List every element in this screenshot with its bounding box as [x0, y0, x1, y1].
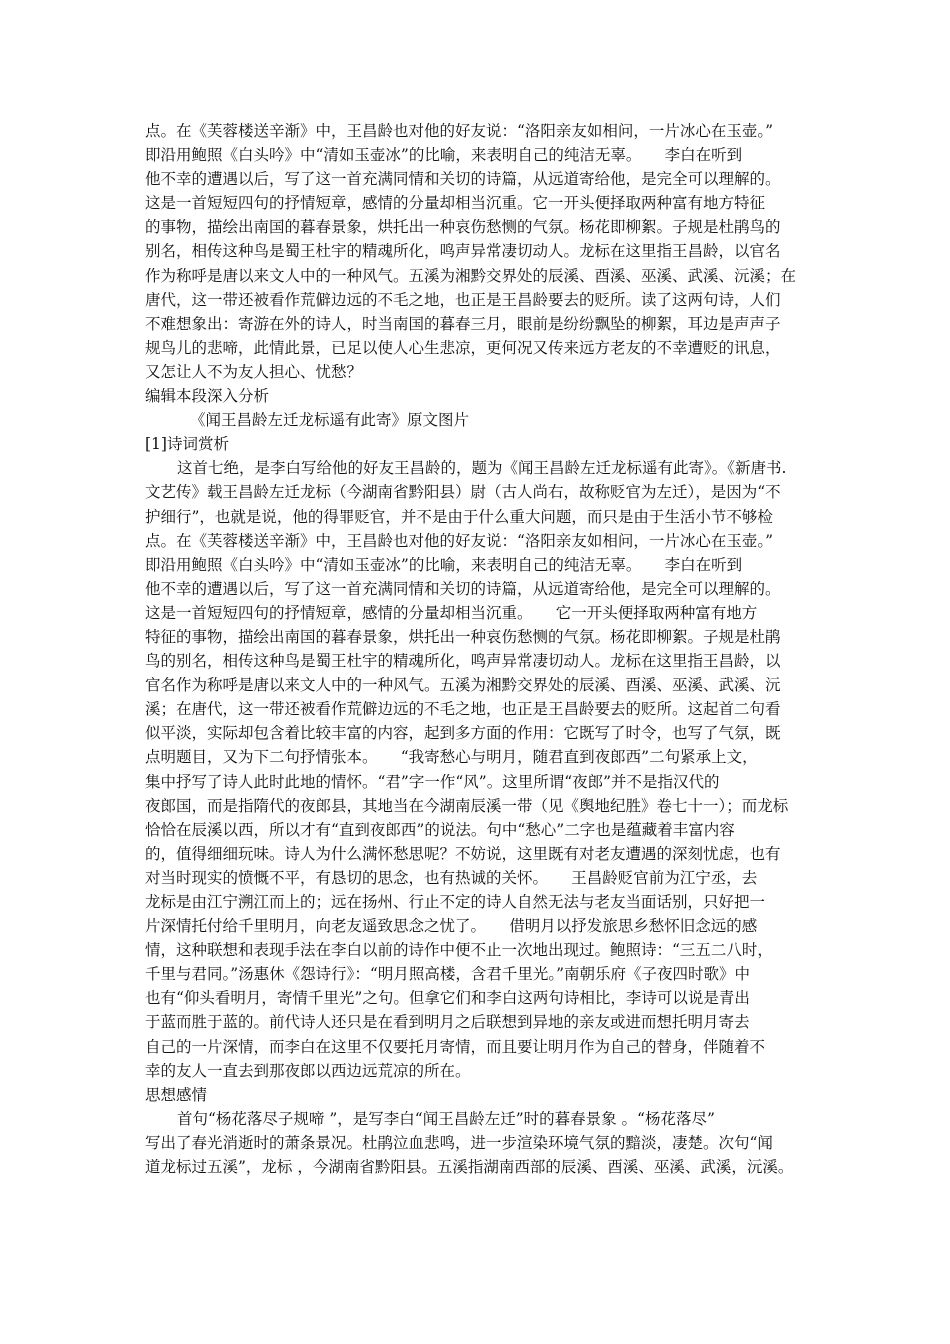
- text-line: 特征的事物，描绘出南国的暮春景象，烘托出一种哀伤愁恻的气氛。杨花即柳絮。子规是杜鹃: [145, 627, 781, 646]
- text-line: 的事物，描绘出南国的暮春景象，烘托出一种哀伤愁恻的气氛。杨花即柳絮。子规是杜鹃鸟的: [145, 218, 781, 237]
- text-line: 于蓝而胜于蓝的。前代诗人还只是在看到明月之后联想到异地的亲友或进而想托明月寄去: [145, 1013, 750, 1032]
- text-line: 他不幸的遭遇以后，写了这一首充满同情和关切的诗篇，从远道寄给他，是完全可以理解的。: [145, 170, 781, 189]
- text-line: 即沿用鲍照《白头吟》中“清如玉壶冰”的比喻，来表明自己的纯洁无辜。 李白在听到: [145, 555, 743, 574]
- text-line: 鸟的别名，相传这种鸟是蜀王杜宇的精魂所化，鸣声异常凄切动人。龙标在这里指王昌龄，以: [145, 652, 781, 671]
- text-line: 作为称呼是唐以来文人中的一种风气。五溪为湘黔交界处的辰溪、酉溪、巫溪、武溪、沅溪；在: [145, 266, 797, 285]
- text-line: 点。在《芙蓉楼送辛渐》中，王昌龄也对他的好友说：“洛阳亲友如相问，一片冰心在玉壶。”: [145, 531, 774, 550]
- text-line: 规鸟儿的悲啼，此情此景，已足以使人心生悲凉，更何况又传来远方老友的不幸遭贬的讯息，: [145, 338, 781, 357]
- text-line: 夜郎国，而是指隋代的夜郎县，其地当在今湖南辰溪一带（见《舆地纪胜》卷七十一）；而龙标: [145, 796, 789, 815]
- text-line: 道龙标过五溪”，龙标 ，今湖南省黔阳县。五溪指湖南西部的辰溪、酉溪、巫溪、武溪，沅溪。: [145, 1158, 794, 1177]
- text-line: 他不幸的遭遇以后，写了这一首充满同情和关切的诗篇，从远道寄给他，是完全可以理解的。: [145, 579, 781, 598]
- text-line: 点。在《芙蓉楼送辛渐》中，王昌龄也对他的好友说：“洛阳亲友如相问，一片冰心在玉壶。”: [145, 122, 774, 140]
- document-body: [145, 119, 815, 1179]
- text-line: 不难想象出：寄游在外的诗人，时当南国的暮春三月，眼前是纷纷飘坠的柳絮，耳边是声声子: [145, 314, 781, 333]
- text-line: 对当时现实的愤慨不平，有恳切的思念，也有热诚的关怀。 王昌龄贬官前为江宁丞，去: [145, 868, 758, 887]
- text-line: 情，这种联想和表现手法在李白以前的诗作中便不止一次地出现过。鲍照诗：“三五二八时，: [145, 941, 773, 960]
- text-line: 官名作为称呼是唐以来文人中的一种风气。五溪为湘黔交界处的辰溪、酉溪、巫溪、武溪、沅: [145, 676, 781, 695]
- text-line: 恰恰在辰溪以西，所以才有“直到夜郎西”的说法。句中“愁心”二字也是蕴藏着丰富内容: [145, 820, 735, 839]
- text-line: 片深情托付给千里明月，向老友遥致思念之忧了。 借明月以抒发旅思乡愁怀旧念远的感: [145, 917, 758, 936]
- text-line: 的，值得细细玩味。诗人为什么满怀愁思呢？不妨说，这里既有对老友遭遇的深刻忧虑，也有: [145, 844, 781, 863]
- text-line: 点明题目，又为下二句抒情张本。 “我寄愁心与明月，随君直到夜郎西”二句紧承上文，: [145, 748, 758, 767]
- image-caption: 《闻王昌龄左迁龙标遥有此寄》原文图片: [190, 411, 470, 430]
- text-line: 首句“杨花落尽子规啼 ”，是写李白“闻王昌龄左迁”时的暮春景象 。“杨花落尽”: [177, 1109, 715, 1128]
- text-line: 集中抒写了诗人此时此地的情怀。“君”字一作“风”。这里所谓“夜郎”并不是指汉代的: [145, 772, 720, 791]
- text-line: 编辑本段深入分析: [145, 387, 270, 406]
- text-line: 自己的一片深情，而李白在这里不仅要托月寄情，而且要让明月作为自己的替身，伴随着不: [145, 1037, 766, 1056]
- text-line: 似平淡，实际却包含着比较丰富的内容，起到多方面的作用：它既写了时令，也写了气氛，既: [145, 724, 781, 743]
- text-line: 这首七绝，是李白写给他的好友王昌龄的，题为《闻王昌龄左迁龙标遥有此寄》。《新唐书.: [177, 459, 787, 478]
- text-line: 溪；在唐代，这一带还被看作荒僻边远的不毛之地，也正是王昌龄要去的贬所。这起首二句看: [145, 700, 781, 719]
- text-line: 护细行”，也就是说，他的得罪贬官，并不是由于什么重大问题，而只是由于生活小节不够检: [145, 507, 773, 526]
- text-line: 这是一首短短四句的抒情短章，感情的分量却相当沉重。 它一开头便择取两种富有地方: [145, 603, 758, 622]
- text-line: 唐代，这一带还被看作荒僻边远的不毛之地，也正是王昌龄要去的贬所。读了这两句诗，人们: [145, 290, 781, 309]
- text-line: [1]诗词赏析: [145, 435, 229, 454]
- text-line: 也有“仰头看明月，寄情千里光”之句。但拿它们和李白这两句诗相比，李诗可以说是青出: [145, 989, 750, 1008]
- text-line: 这是一首短短四句的抒情短章，感情的分量却相当沉重。它一开头便择取两种富有地方特征: [145, 194, 766, 213]
- text-line: 思想感情: [145, 1085, 208, 1104]
- text-line: 又怎让人不为友人担心、忧愁？: [145, 362, 363, 381]
- text-line: 别名，相传这种鸟是蜀王杜宇的精魂所化，鸣声异常凄切动人。龙标在这里指王昌龄，以官名: [145, 242, 781, 261]
- text-line: 写出了春光消逝时的萧条景况。杜鹃泣血悲鸣，进一步渲染环境气氛的黯淡，凄楚。次句“闻: [145, 1133, 773, 1152]
- text-line: 即沿用鲍照《白头吟》中“清如玉壶冰”的比喻，来表明自己的纯洁无辜。 李白在听到: [145, 146, 743, 165]
- text-line: 幸的友人一直去到那夜郎以西边远荒凉的所在。: [145, 1061, 471, 1080]
- text-line: 千里与君同。”汤惠休《怨诗行》：“明月照高楼，含君千里光。”南朝乐府《子夜四时歌》中: [145, 965, 751, 984]
- text-line: 文艺传》载王昌龄左迁龙标（今湖南省黔阳县）尉（古人尚右，故称贬官为左迁），是因为“不: [145, 483, 781, 502]
- text-line: 龙标是由江宁溯江而上的；远在扬州、行止不定的诗人自然无法与老友当面话别，只好把一: [145, 893, 766, 911]
